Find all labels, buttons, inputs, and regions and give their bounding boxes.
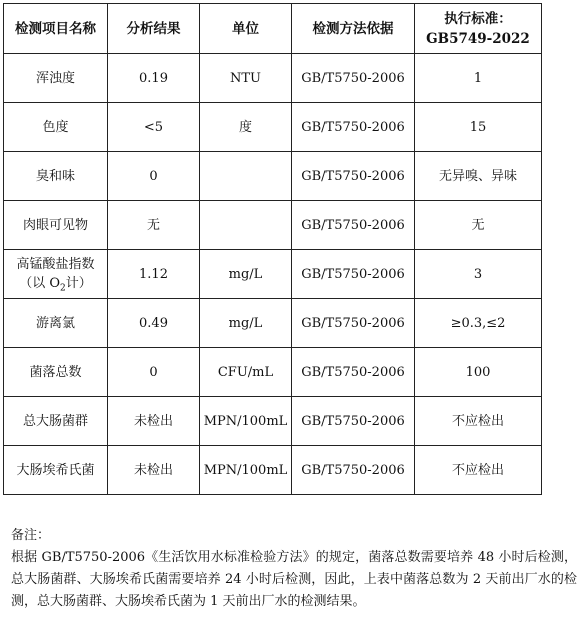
header-result: 分析结果 xyxy=(108,4,200,54)
cell-item: 菌落总数 xyxy=(4,348,108,397)
remarks-section xyxy=(11,525,577,613)
cell-standard: 100 xyxy=(415,348,542,397)
cell-unit: 度 xyxy=(200,103,292,152)
cell-method: GB/T5750-2006 xyxy=(292,103,415,152)
cell-method: GB/T5750-2006 xyxy=(292,397,415,446)
cell-unit: NTU xyxy=(200,54,292,103)
cell-method: GB/T5750-2006 xyxy=(292,250,415,299)
cell-item-name: 高锰酸盐指数 xyxy=(16,257,95,272)
header-unit: 单位 xyxy=(200,4,292,54)
cell-standard: 3 xyxy=(415,250,542,299)
cell-unit: MPN/100mL xyxy=(200,397,292,446)
cell-standard: 15 xyxy=(415,103,542,152)
table-row xyxy=(4,446,542,495)
cell-item xyxy=(4,250,108,299)
cell-standard: 1 xyxy=(415,54,542,103)
cell-result: <5 xyxy=(108,103,200,152)
cell-method: GB/T5750-2006 xyxy=(292,348,415,397)
table-row xyxy=(4,397,542,446)
header-standard: 执行标准：GB5749-2022 xyxy=(415,4,542,54)
table-row xyxy=(4,299,542,348)
table-row xyxy=(4,348,542,397)
cell-item-sub: （以 O xyxy=(19,276,61,291)
cell-standard: 无 xyxy=(415,201,542,250)
cell-method: GB/T5750-2006 xyxy=(292,201,415,250)
cell-unit: CFU/mL xyxy=(200,348,292,397)
cell-item: 大肠埃希氏菌 xyxy=(4,446,108,495)
table-row xyxy=(4,54,542,103)
cell-item: 总大肠菌群 xyxy=(4,397,108,446)
cell-item: 浑浊度 xyxy=(4,54,108,103)
remarks-title: 备注： xyxy=(11,528,51,543)
header-item-name: 检测项目名称 xyxy=(4,4,108,54)
cell-item: 色度 xyxy=(4,103,108,152)
cell-result: 0.49 xyxy=(108,299,200,348)
table-row xyxy=(4,201,542,250)
cell-result: 0 xyxy=(108,348,200,397)
cell-item-sub-end: 计） xyxy=(65,276,92,291)
cell-result: 无 xyxy=(108,201,200,250)
table-row xyxy=(4,103,542,152)
table-row xyxy=(4,250,542,299)
cell-method: GB/T5750-2006 xyxy=(292,152,415,201)
cell-standard: 不应检出 xyxy=(415,397,542,446)
table-header-row xyxy=(4,4,542,54)
cell-result: 未检出 xyxy=(108,397,200,446)
cell-unit xyxy=(200,201,292,250)
cell-standard: ≥0.3,≤2 xyxy=(415,299,542,348)
cell-standard: 不应检出 xyxy=(415,446,542,495)
cell-item: 游离氯 xyxy=(4,299,108,348)
cell-result: 0.19 xyxy=(108,54,200,103)
water-quality-table xyxy=(3,3,542,495)
table-row xyxy=(4,152,542,201)
cell-unit: MPN/100mL xyxy=(200,446,292,495)
cell-method: GB/T5750-2006 xyxy=(292,446,415,495)
cell-method: GB/T5750-2006 xyxy=(292,299,415,348)
cell-unit xyxy=(200,152,292,201)
cell-method: GB/T5750-2006 xyxy=(292,54,415,103)
cell-result: 1.12 xyxy=(108,250,200,299)
header-method: 检测方法依据 xyxy=(292,4,415,54)
cell-item: 臭和味 xyxy=(4,152,108,201)
cell-item-subscript: 2 xyxy=(60,283,66,294)
cell-result: 0 xyxy=(108,152,200,201)
cell-item: 肉眼可见物 xyxy=(4,201,108,250)
cell-unit: mg/L xyxy=(200,299,292,348)
remarks-text: 根据 GB/T5750-2006《生活饮用水标准检验方法》的规定，菌落总数需要培养 48 小时后检测，总大肠菌群、大肠埃希氏菌需要培养 24 小时后检测，因此，上表中菌落总数为 2 天前出厂水的检测，总大肠菌群、大肠埃希氏菌为 1 天前出厂水的检测结果。 xyxy=(11,550,577,609)
cell-standard: 无异嗅、异味 xyxy=(415,152,542,201)
cell-result: 未检出 xyxy=(108,446,200,495)
cell-unit: mg/L xyxy=(200,250,292,299)
